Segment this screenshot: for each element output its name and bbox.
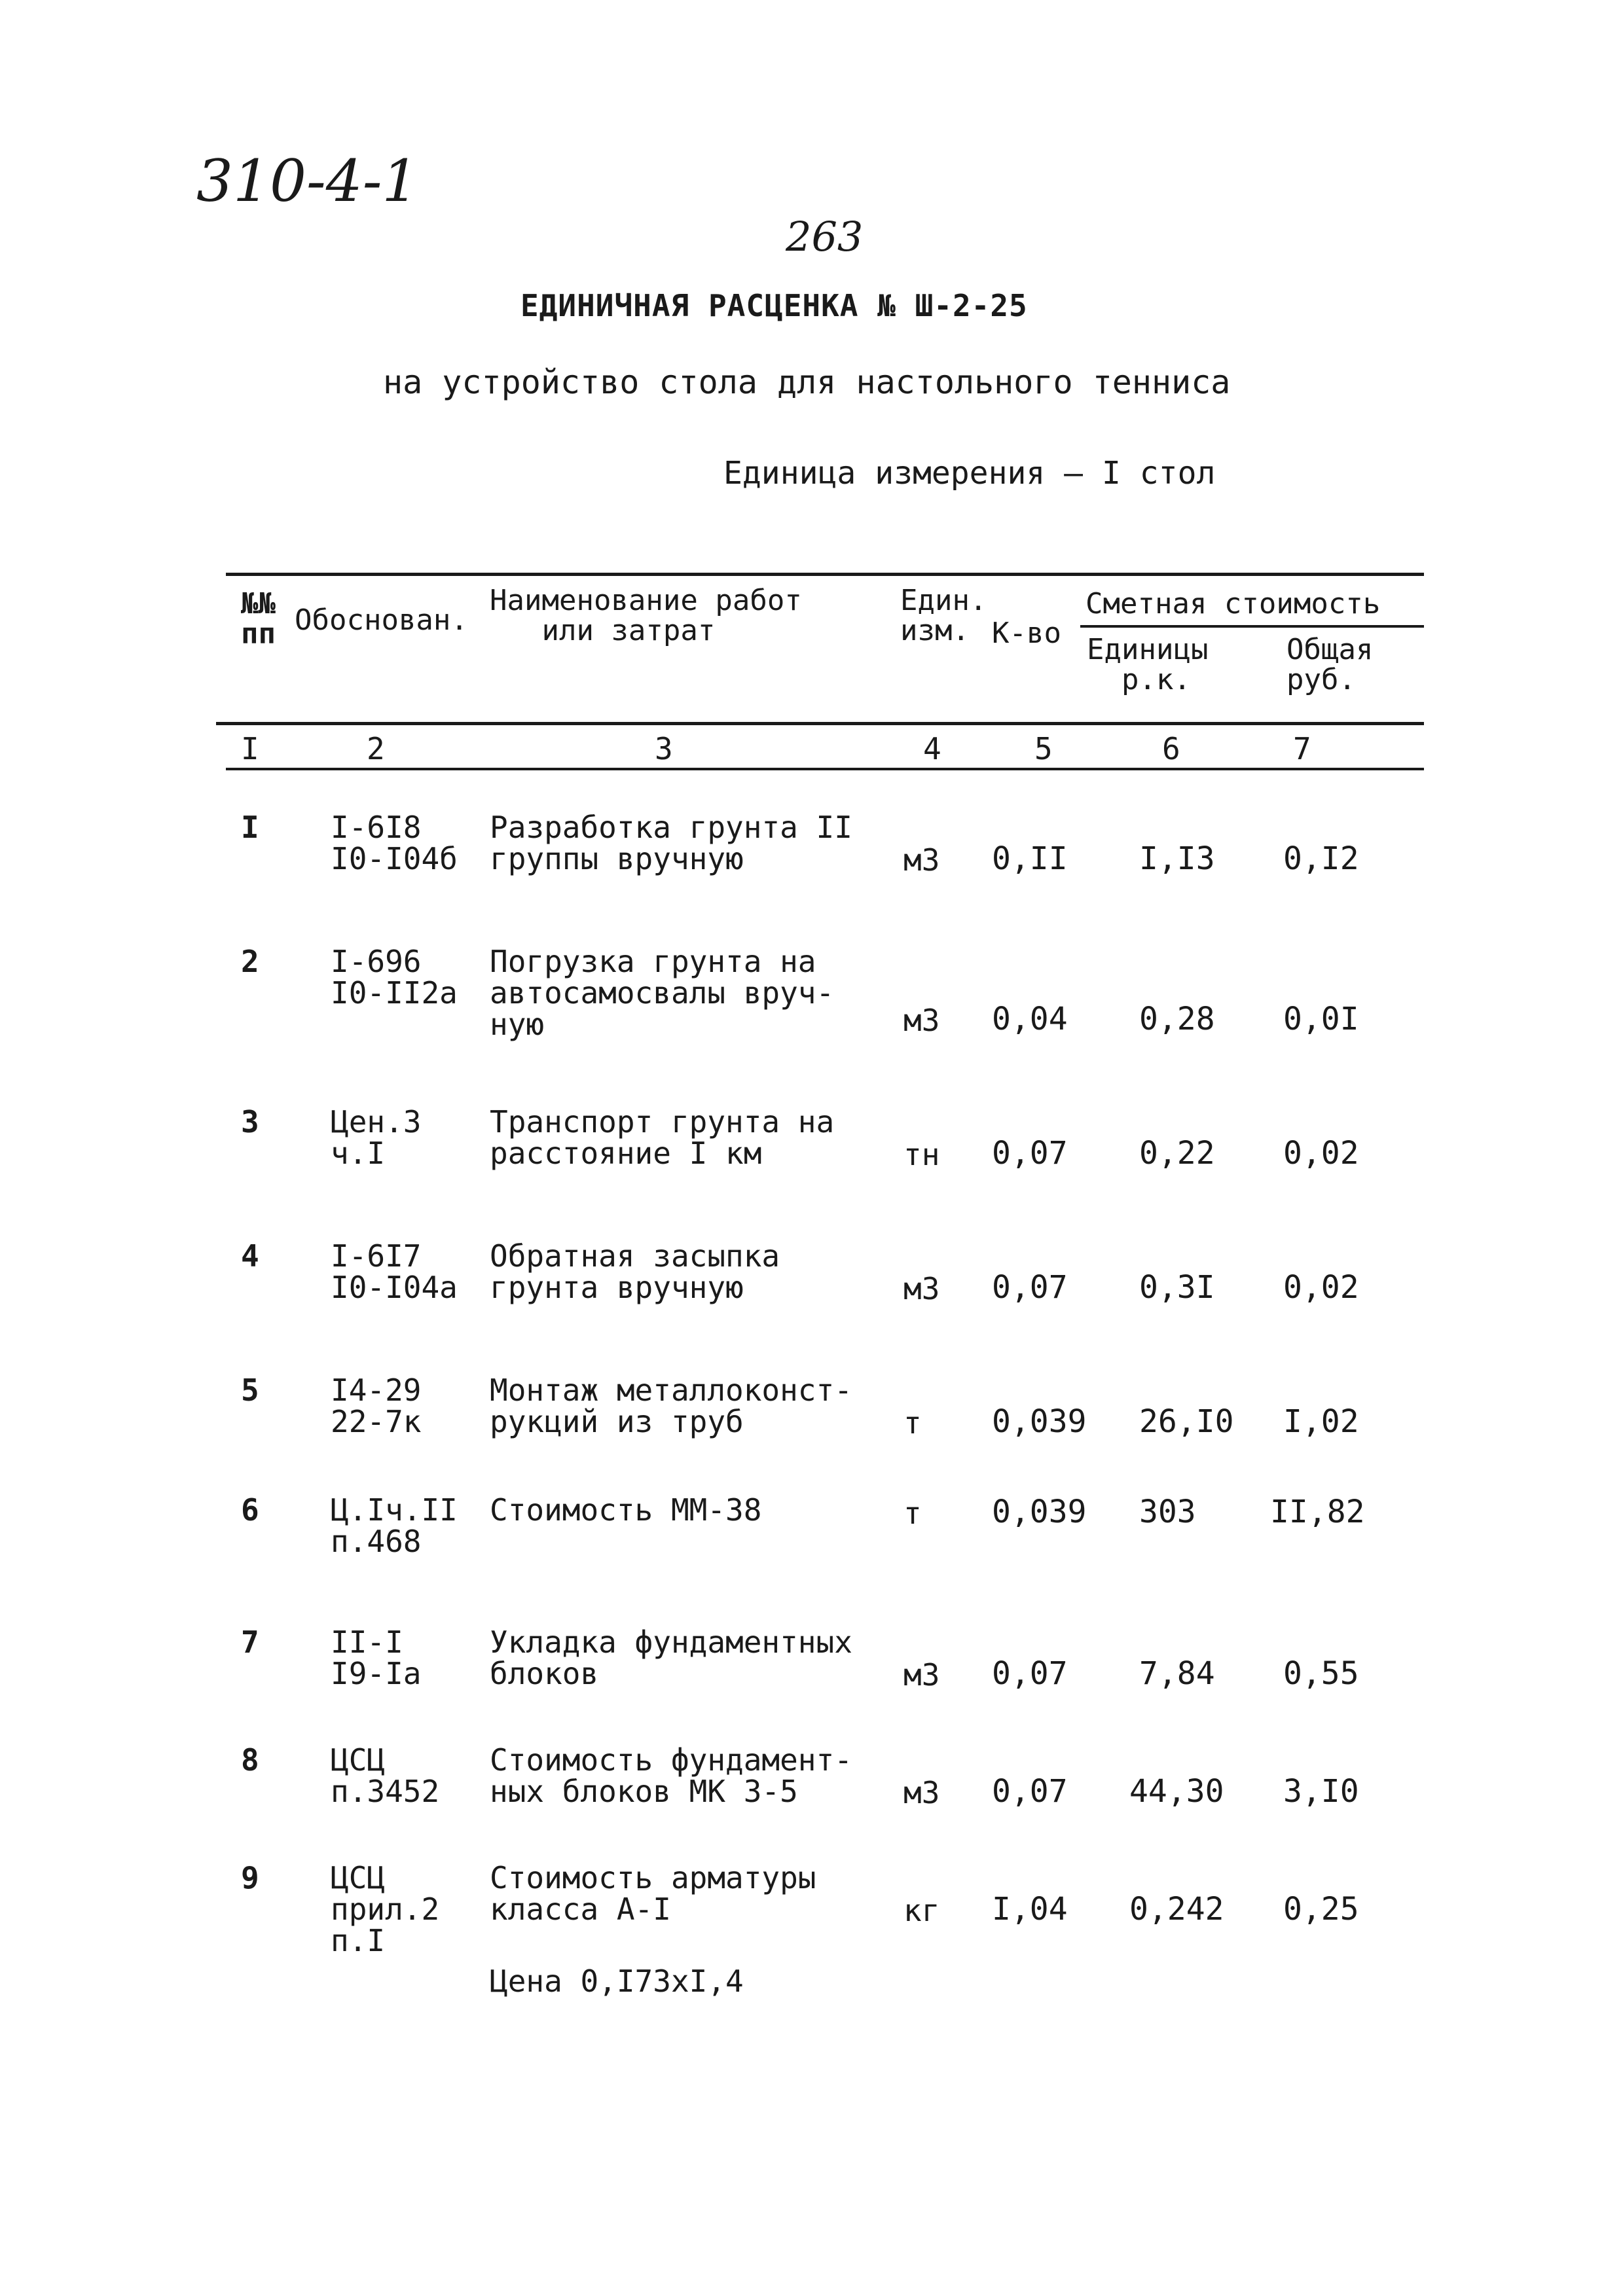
row-work-name: Стоимость фундамент- ных блоков МК 3-5 xyxy=(490,1742,852,1809)
cost-group-rule xyxy=(1080,625,1424,628)
page-number: 263 xyxy=(786,213,864,260)
row-work-name: Разработка грунта II группы вручную xyxy=(490,810,852,876)
column-number: 3 xyxy=(655,731,673,766)
row-basis: I4-29 22-7к xyxy=(331,1372,422,1439)
header-total-cost: Общая руб. xyxy=(1286,633,1374,696)
row-quantity: 0,039 xyxy=(992,1494,1087,1530)
row-unit: м3 xyxy=(903,1003,940,1038)
row-unit: т xyxy=(903,1405,922,1441)
price-footnote: Цена 0,I73хI,4 xyxy=(490,1964,744,1999)
row-unit: кг xyxy=(903,1893,940,1928)
row-unit: м3 xyxy=(903,842,940,878)
row-unit-cost: 7,84 xyxy=(1139,1655,1215,1692)
row-basis: I-696 I0-II2а xyxy=(331,944,458,1011)
row-unit-cost: 0,242 xyxy=(1129,1891,1224,1928)
row-quantity: 0,07 xyxy=(992,1655,1068,1692)
column-number: 6 xyxy=(1162,731,1180,766)
row-total: 0,I2 xyxy=(1283,840,1359,877)
row-number: I xyxy=(241,810,259,845)
column-number: 4 xyxy=(923,731,941,766)
row-number: 8 xyxy=(241,1742,259,1778)
row-number: 5 xyxy=(241,1372,259,1408)
document-title: ЕДИНИЧНАЯ РАСЦЕНКА № Ш-2-25 xyxy=(520,288,1028,323)
row-total: II,82 xyxy=(1270,1494,1365,1530)
row-basis: ЦСЦ п.3452 xyxy=(331,1742,440,1809)
row-basis: Ц.Iч.II п.468 xyxy=(331,1492,458,1559)
row-quantity: I,04 xyxy=(992,1891,1068,1928)
row-unit: т xyxy=(903,1496,922,1531)
column-number: 2 xyxy=(367,731,385,766)
row-number: 9 xyxy=(241,1860,259,1895)
document-subtitle: на устройство стола для настольного тенниса xyxy=(383,363,1231,401)
column-number: 5 xyxy=(1034,731,1053,766)
header-work-name: Наименование работ или затрат xyxy=(490,584,802,647)
row-total: 0,55 xyxy=(1283,1655,1359,1692)
table-top-rule xyxy=(226,573,1424,576)
row-work-name: Обратная засыпка грунта вручную xyxy=(490,1238,780,1305)
row-basis: II-I I9-Iа xyxy=(331,1624,422,1691)
row-unit: м3 xyxy=(903,1775,940,1810)
row-number: 7 xyxy=(241,1624,259,1660)
header-row-number: №№ пп xyxy=(241,587,276,651)
column-number: I xyxy=(241,731,259,766)
row-quantity: 0,07 xyxy=(992,1135,1068,1172)
row-total: 0,25 xyxy=(1283,1891,1359,1928)
header-quantity: К-во xyxy=(992,617,1061,650)
row-quantity: 0,II xyxy=(992,840,1068,877)
row-work-name: Транспорт грунта на расстояние I км xyxy=(490,1104,835,1171)
row-unit-cost: I,I3 xyxy=(1139,840,1215,877)
row-unit-cost: 303 xyxy=(1139,1494,1196,1530)
row-basis: ЦСЦ прил.2 п.I xyxy=(331,1860,440,1958)
row-basis: Цен.3 ч.I xyxy=(331,1104,422,1171)
row-unit-cost: 0,28 xyxy=(1139,1001,1215,1037)
header-unit-cost: Единицы р.к. xyxy=(1087,633,1209,696)
header-cost-group: Сметная стоимость xyxy=(1085,587,1381,620)
row-unit: тн xyxy=(903,1137,940,1172)
row-quantity: 0,07 xyxy=(992,1269,1068,1306)
row-quantity: 0,07 xyxy=(992,1773,1068,1810)
row-unit: м3 xyxy=(903,1271,940,1306)
row-number: 6 xyxy=(241,1492,259,1528)
row-total: 3,I0 xyxy=(1283,1773,1359,1810)
header-unit: Един. изм. xyxy=(900,584,987,647)
row-number: 2 xyxy=(241,944,259,979)
row-basis: I-6I8 I0-I04б xyxy=(331,810,458,876)
row-quantity: 0,04 xyxy=(992,1001,1068,1037)
unit-of-measure: Единица измерения – I стол xyxy=(723,455,1216,492)
document-code: 310-4-1 xyxy=(196,147,419,215)
column-numbers-rule xyxy=(226,768,1424,770)
row-work-name: Монтаж металлоконст- рукций из труб xyxy=(490,1372,852,1439)
row-number: 3 xyxy=(241,1104,259,1139)
row-basis: I-6I7 I0-I04а xyxy=(331,1238,458,1305)
header-bottom-rule xyxy=(216,722,1424,725)
row-total: 0,02 xyxy=(1283,1269,1359,1306)
header-basis: Обоснован. xyxy=(295,603,468,637)
row-unit-cost: 0,3I xyxy=(1139,1269,1215,1306)
row-total: 0,02 xyxy=(1283,1135,1359,1172)
row-number: 4 xyxy=(241,1238,259,1274)
row-total: I,02 xyxy=(1283,1403,1359,1440)
column-number: 7 xyxy=(1293,731,1311,766)
row-work-name: Стоимость арматуры класса А-I xyxy=(490,1860,816,1927)
row-unit: м3 xyxy=(903,1657,940,1693)
row-work-name: Погрузка грунта на автосамосвалы вруч- ную xyxy=(490,944,835,1042)
row-work-name: Укладка фундаментных блоков xyxy=(490,1624,852,1691)
row-unit-cost: 0,22 xyxy=(1139,1135,1215,1172)
row-work-name: Стоимость ММ-38 xyxy=(490,1492,762,1528)
row-total: 0,0I xyxy=(1283,1001,1359,1037)
row-unit-cost: 26,I0 xyxy=(1139,1403,1234,1440)
row-unit-cost: 44,30 xyxy=(1129,1773,1224,1810)
row-quantity: 0,039 xyxy=(992,1403,1087,1440)
